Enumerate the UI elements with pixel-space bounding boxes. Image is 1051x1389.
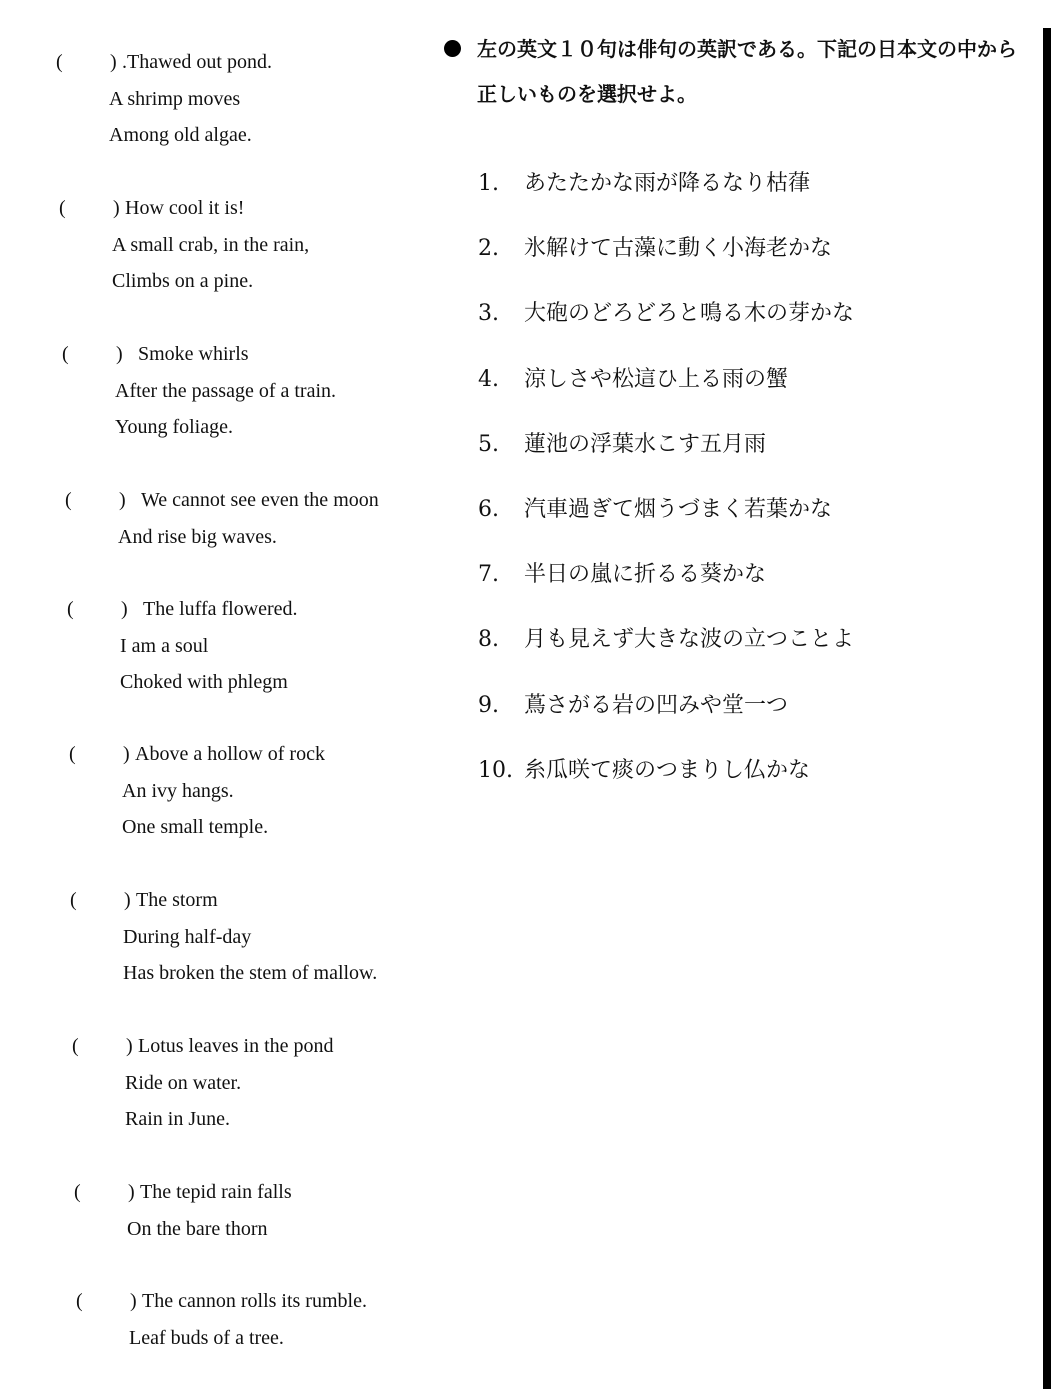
answer-blank-close: ) [123,743,130,765]
answer-blank-close: ) [130,1290,137,1312]
haiku-item-2 [59,190,459,300]
haiku-line-3: Choked with phlegm [120,671,288,693]
option-text: 糸瓜咲て痰のつまりし仏かな [524,757,811,783]
option-item [478,684,854,749]
option-item [478,423,854,488]
answer-blank-open[interactable]: ( [76,1290,83,1312]
option-number: 6. [478,496,499,522]
haiku-line-2: A shrimp moves [109,87,241,110]
answer-blank-close: ) [113,197,120,219]
haiku-line-2: On the bare thorn [127,1217,268,1240]
haiku-item-1 [56,44,456,154]
haiku-line-3: Rain in June. [125,1108,230,1130]
haiku-first-line [72,1028,472,1065]
option-item [478,292,854,357]
options-list [478,162,854,814]
haiku-line-3: Has broken the stem of mallow. [123,962,378,984]
haiku-first-line [65,482,445,519]
option-text: 氷解けて古藻に動く小海老かな [524,236,833,262]
option-item [478,488,854,553]
haiku-line-2: I am a soul [120,634,209,657]
option-text: 涼しさや松這ひ上る雨の蟹 [524,366,789,392]
answer-blank-open[interactable]: ( [74,1181,81,1203]
haiku-first-line [70,882,470,919]
option-number: 9. [478,692,499,718]
answer-blank-open[interactable]: ( [62,343,69,365]
instructions-line-1 [444,27,1051,72]
haiku-item-3 [62,336,462,446]
option-number: 4. [478,366,499,392]
answer-blank-open[interactable]: ( [69,743,76,765]
answer-blank-close: ) [128,1181,135,1203]
haiku-item-7 [70,882,470,992]
option-number: 7. [478,562,499,588]
haiku-first-line [59,190,459,227]
haiku-item-10 [76,1283,476,1356]
haiku-line-1: The luffa flowered. [143,598,298,620]
option-item [478,162,854,227]
scan-edge-bar [1043,28,1051,1389]
option-number: 5. [478,431,499,457]
haiku-line-1: Smoke whirls [138,343,249,365]
instructions [444,27,1051,117]
haiku-first-line [74,1174,474,1211]
haiku-line-3: Young foliage. [115,416,233,438]
answer-blank-open[interactable]: ( [70,889,77,911]
haiku-line-2: Leaf buds of a tree. [129,1326,284,1349]
haiku-line-2: After the passage of a train. [115,379,337,402]
haiku-item-8 [72,1028,472,1138]
option-text: 蓮池の浮葉水こす五月雨 [524,431,767,457]
haiku-item-5 [67,591,467,701]
answer-blank-close: ) [124,889,131,911]
option-text: 月も見えず大きな波の立つことよ [524,627,855,653]
haiku-line-1: The storm [136,889,218,911]
haiku-line-3: One small temple. [122,816,269,838]
answer-blank-close: ) [119,489,126,511]
haiku-item-4 [65,482,445,555]
answer-blank-open[interactable]: ( [56,51,63,73]
option-text: 蔦さがる岩の凹みや堂一つ [524,692,789,718]
haiku-item-9 [74,1174,474,1247]
answer-blank-close: ) [110,51,117,73]
haiku-line-3: Climbs on a pine. [112,270,254,292]
instructions-line-2: 正しいものを選択せよ。 [477,82,697,106]
haiku-line-2: And rise big waves. [118,525,277,548]
haiku-line-2: An ivy hangs. [122,779,234,802]
answer-blank-open[interactable]: ( [72,1035,79,1057]
haiku-line-1: .Thawed out pond. [122,51,272,73]
option-text: 半日の嵐に折るる葵かな [524,562,767,588]
option-text: あたたかな雨が降るなり枯葎 [524,171,811,196]
haiku-first-line [67,591,467,628]
haiku-line-2: During half-day [123,925,252,948]
haiku-line-1: Lotus leaves in the pond [138,1035,334,1057]
option-text: 汽車過ぎて烟うづまく若葉かな [524,496,833,522]
answer-blank-open[interactable]: ( [67,598,74,620]
haiku-first-line [62,336,462,373]
haiku-line-2: A small crab, in the rain, [112,233,310,256]
option-number: 1. [478,171,499,196]
option-number: 3. [478,301,499,327]
answer-blank-open[interactable]: ( [65,489,72,511]
haiku-first-line [56,44,456,81]
haiku-line-3: Among old algae. [109,124,252,146]
answer-blank-close: ) [116,343,123,365]
haiku-first-line [76,1283,476,1320]
option-number: 2. [478,236,499,262]
option-item [478,227,854,292]
haiku-line-2: Ride on water. [125,1071,242,1094]
option-text: 大砲のどろどろと鳴る木の芽かな [524,301,855,327]
answer-blank-open[interactable]: ( [59,197,66,219]
haiku-first-line [69,736,469,773]
option-item [478,358,854,423]
option-number: 8. [478,627,499,653]
instructions-text-1: 左の英文１０句は俳句の英訳である。下記の日本文の中から [477,37,1017,61]
option-number: 10. [478,757,513,783]
haiku-line-1: The cannon rolls its rumble. [142,1290,367,1312]
bullet-icon [444,40,461,57]
answer-blank-close: ) [121,598,128,620]
option-item [478,553,854,618]
option-item [478,618,854,683]
haiku-line-1: How cool it is! [125,197,245,219]
haiku-item-6 [69,736,469,846]
haiku-line-1: Above a hollow of rock [135,743,325,765]
answer-blank-close: ) [126,1035,133,1057]
haiku-line-1: The tepid rain falls [140,1181,292,1203]
option-item [478,749,854,814]
haiku-line-1: We cannot see even the moon [141,489,379,511]
